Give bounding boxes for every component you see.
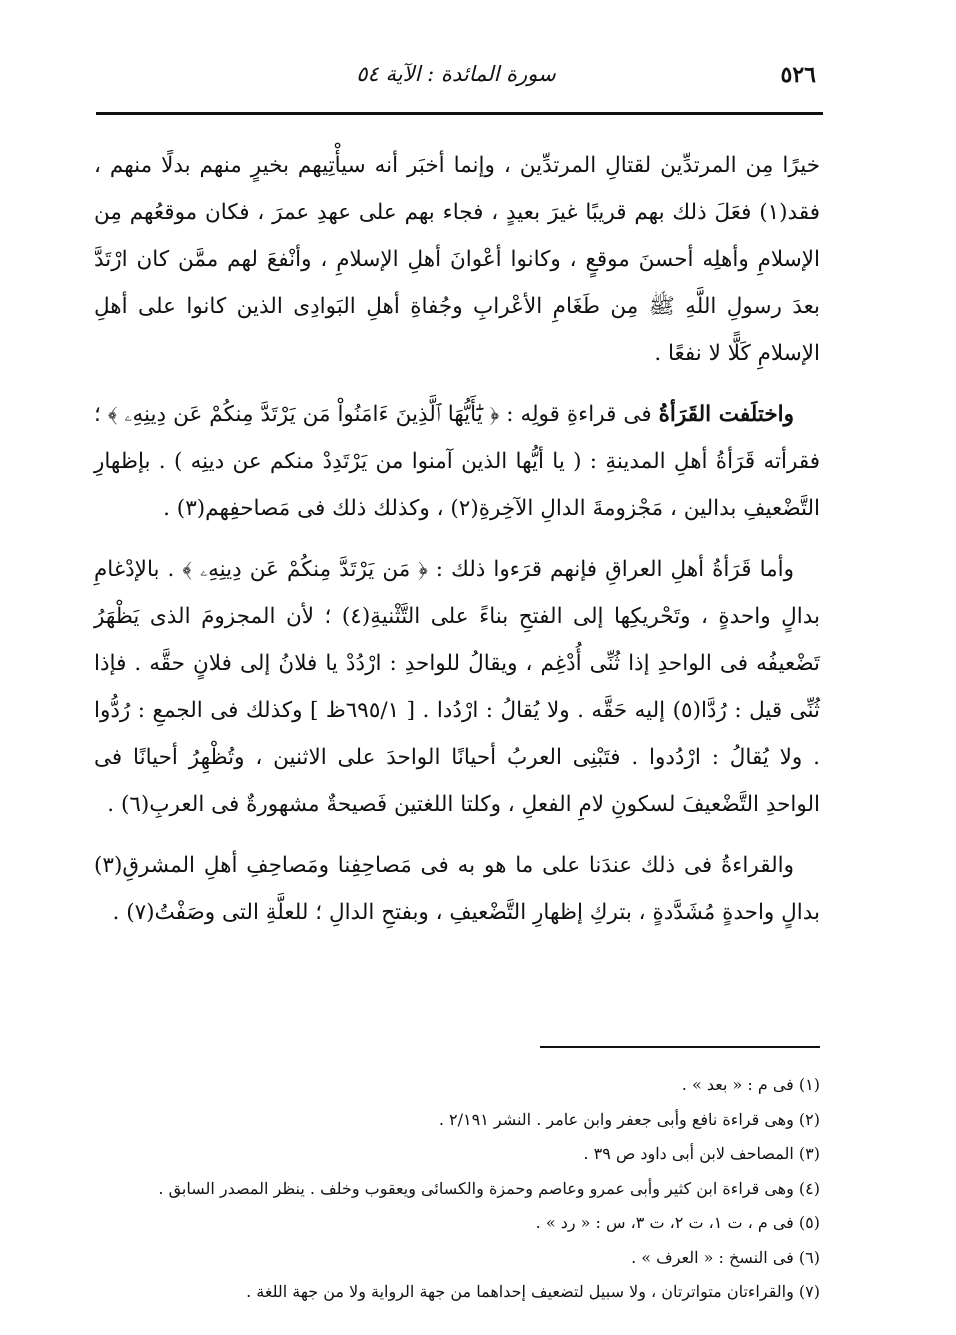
footnote-1: (١) فى م : « بعد » . bbox=[681, 1075, 820, 1094]
running-title: سورة المائدة : الآية ٥٤ bbox=[356, 62, 556, 86]
paragraph-2-lead: واختلَفت القَرَأةُ bbox=[658, 402, 794, 427]
footnotes-list bbox=[94, 1068, 820, 1310]
footnote-4: (٤) وهى قراءة ابن كثير وأبى عمرو وعاصم وحمزة والكسائى ويعقوب وخلف . ينظر المصدر السابق . bbox=[158, 1178, 820, 1198]
paragraph-2 bbox=[94, 391, 820, 532]
paragraph-4: والقراءةُ فى ذلك عندَنا على ما هو به فى مَصاحِفِنا ومَصاحِفِ أهلِ المشرقِ(٣) بدالٍ واحدةٍ مُشَدَّدةٍ ، بتركِ إظهارِ التَّضْعيفِ ، وبفتحِ الدالِ ؛ للعلَّةِ التى وصَفْتُ(٧) . bbox=[94, 853, 820, 925]
footnote-divider bbox=[540, 1046, 820, 1048]
paragraph-1: خيرًا مِن المرتدِّين لقتالِ المرتدِّين ، وإنما أخبَر أنه سيأْتِيهم بخيرٍ منهم بدلًا منهم ، فقد(١) فعَلَ ذلك بهم قريبًا غيرَ بعيدٍ ، فجاء بهم على عهدِ عمرَ ، فكان موقعُهم مِن الإسلامِ وأهلِه أحسنَ موقعٍ ، وكانوا أعْوانَ أهلِ الإسلامِ ، وأنْفعَ لهم ممَّن كان ارْتَدَّ بعدَ رسولِ اللَّهِ ﷺ مِن طَغَامِ الأعْرابِ وجُفاةِ أهلِ البَوادِى الذين كانوا على أهلِ الإسلامِ كَلًّا لا نفعًا . bbox=[94, 153, 820, 366]
header-divider bbox=[96, 112, 823, 115]
page-header bbox=[96, 52, 816, 92]
main-text bbox=[94, 142, 820, 950]
footnote-6: (٦) فى النسخ : « العرف » . bbox=[631, 1247, 820, 1267]
paragraph-2-text: فى قراءةِ قولِه : ﴿ يَٰٓأَيُّهَا ٱلَّذِينَ ءَامَنُواْ مَن يَرْتَدَّ مِنكُمْ عَن دِينِهِۦ ﴾ ؛ فقرأته قَرَأةُ أهلِ المدينةِ : ( يا أيُّها الذين آمنوا من يَرْتَدِدْ منكم عن دينِه ) . بإظهارِ التَّضْعيفِ بدالين ، مَجْزومةَ الدالِ الآخِرةِ(٢) ، وكذلك ذلك فى مَصاحفِهم(٣) . bbox=[94, 402, 820, 521]
page-number: ٥٢٦ bbox=[780, 62, 816, 88]
paragraph-3: وأما قَرَأةُ أهلِ العراقِ فإنهم قرَءوا ذلك : ﴿ مَن يَرْتَدَّ مِنكُمْ عَن دِينِهِۦ ﴾ . بالإدْغامِ بدالٍ واحدةٍ ، وتَحْريكِها إلى الفتحِ بناءً على التَّثْنيةِ(٤) ؛ لأن المجزومَ الذى يَظْهَرُ تَضْعيفُه فى الواحدِ إذا ثُنِّى أُدْغِم ، ويقالُ للواحدِ : ارْدُدْ يا فلانُ إلى فلانٍ حقَّه . فإذا ثُنِّى قيل : رُدَّا(٥) إليه حَقَّه . ولا يُقالُ : ارْدُدا . [ ٦٩٥/١ظ ] وكذلك فى الجمعِ : رُدُّوا . ولا يُقالُ : ارْدُدوا . فتَبْنِى العربُ أحيانًا الواحدَ على الاثنين ، وتُظْهِرُ أحيانًا فى الواحدِ التَّضْعيفَ لسكونِ لامِ الفعلِ ، وكلتا اللغتين فَصيحةٌ مشهورةٌ فى العربِ(٦) . bbox=[94, 557, 820, 817]
footnote-3: (٣) المصاحف لابن أبى داود ص ٣٩ . bbox=[583, 1144, 820, 1163]
footnote-7: (٧) والقراءتان متواترتان ، ولا سبيل لتضعيف إحداهما من جهة الرواية ولا من جهة اللغة . bbox=[246, 1282, 820, 1301]
footnote-5: (٥) فى م ، ت ١، ت ٢، ت ٣، س : « رد » . bbox=[535, 1213, 820, 1232]
footnote-2: (٢) وهى قراءة نافع وأبى جعفر وابن عامر . النشر ٢/١٩١ . bbox=[438, 1109, 820, 1129]
